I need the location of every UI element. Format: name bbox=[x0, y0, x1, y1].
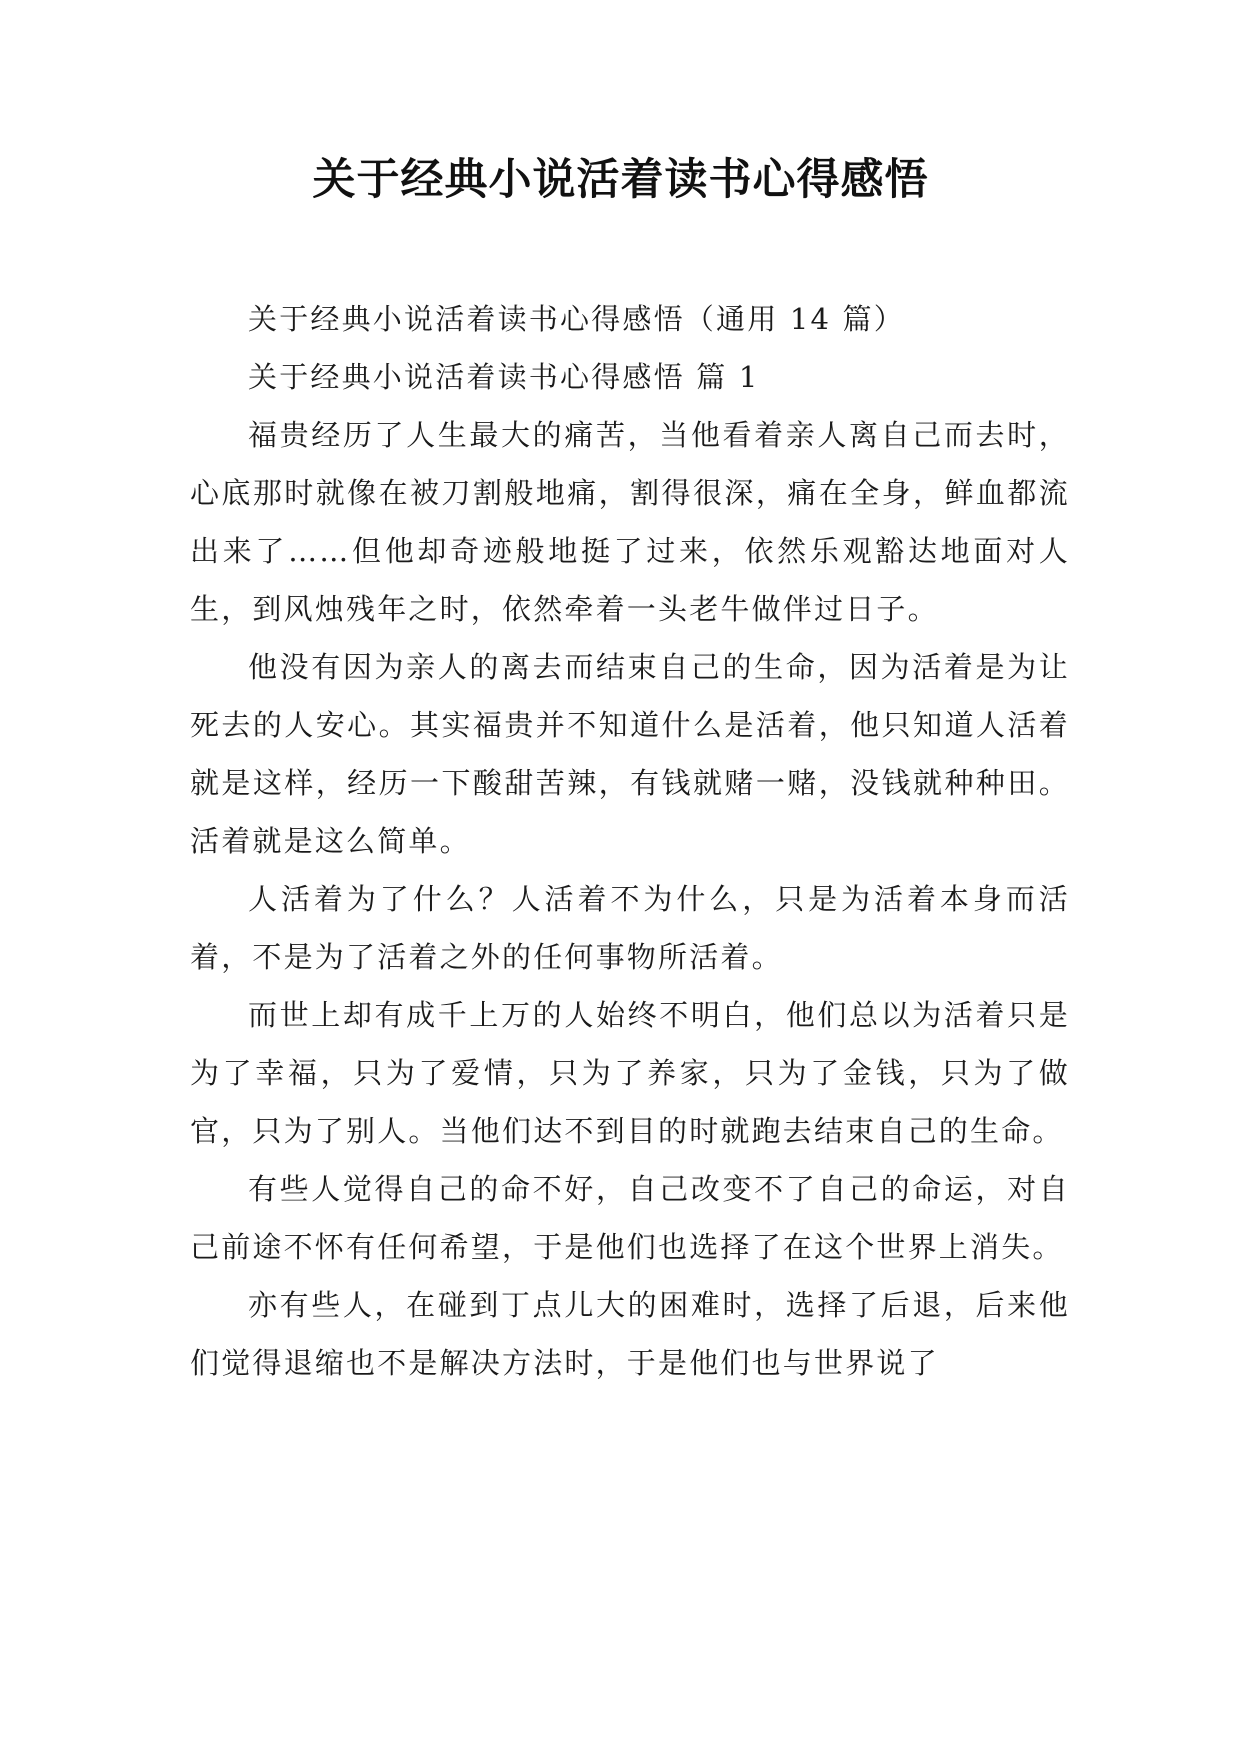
paragraph: 人活着为了什么？人活着不为什么，只是为活着本身而活着，不是为了活着之外的任何事物所活着。 bbox=[190, 882, 1070, 974]
document-body bbox=[190, 290, 1070, 1392]
paragraph: 有些人觉得自己的命不好，自己改变不了自己的命运，对自己前途不怀有任何希望，于是他们也选择了在这个世界上消失。 bbox=[190, 1172, 1070, 1264]
document-title: 关于经典小说活着读书心得感悟 bbox=[312, 155, 929, 205]
paragraph-section-heading: 关于经典小说活着读书心得感悟 篇 1 bbox=[248, 360, 760, 394]
paragraph: 而世上却有成千上万的人始终不明白，他们总以为活着只是为了幸福，只为了爱情，只为了养家，只为了金钱，只为了做官，只为了别人。当他们达不到目的时就跑去结束自己的生命。 bbox=[190, 998, 1070, 1148]
paragraph: 亦有些人，在碰到丁点儿大的困难时，选择了后退，后来他们觉得退缩也不是解决方法时，于是他们也与世界说了 bbox=[190, 1288, 1070, 1380]
paragraph: 福贵经历了人生最大的痛苦，当他看着亲人离自己而去时，心底那时就像在被刀割般地痛，割得很深，痛在全身，鲜血都流出来了……但他却奇迹般地挺了过来，依然乐观豁达地面对人生，到风烛残年之时，依然牵着一头老牛做伴过日子。 bbox=[190, 418, 1070, 626]
paragraph-subtitle: 关于经典小说活着读书心得感悟（通用 14 篇） bbox=[248, 302, 905, 336]
paragraph: 他没有因为亲人的离去而结束自己的生命，因为活着是为让死去的人安心。其实福贵并不知道什么是活着，他只知道人活着就是这样，经历一下酸甜苦辣，有钱就赌一赌，没钱就种种田。活着就是这么简单。 bbox=[190, 650, 1070, 858]
